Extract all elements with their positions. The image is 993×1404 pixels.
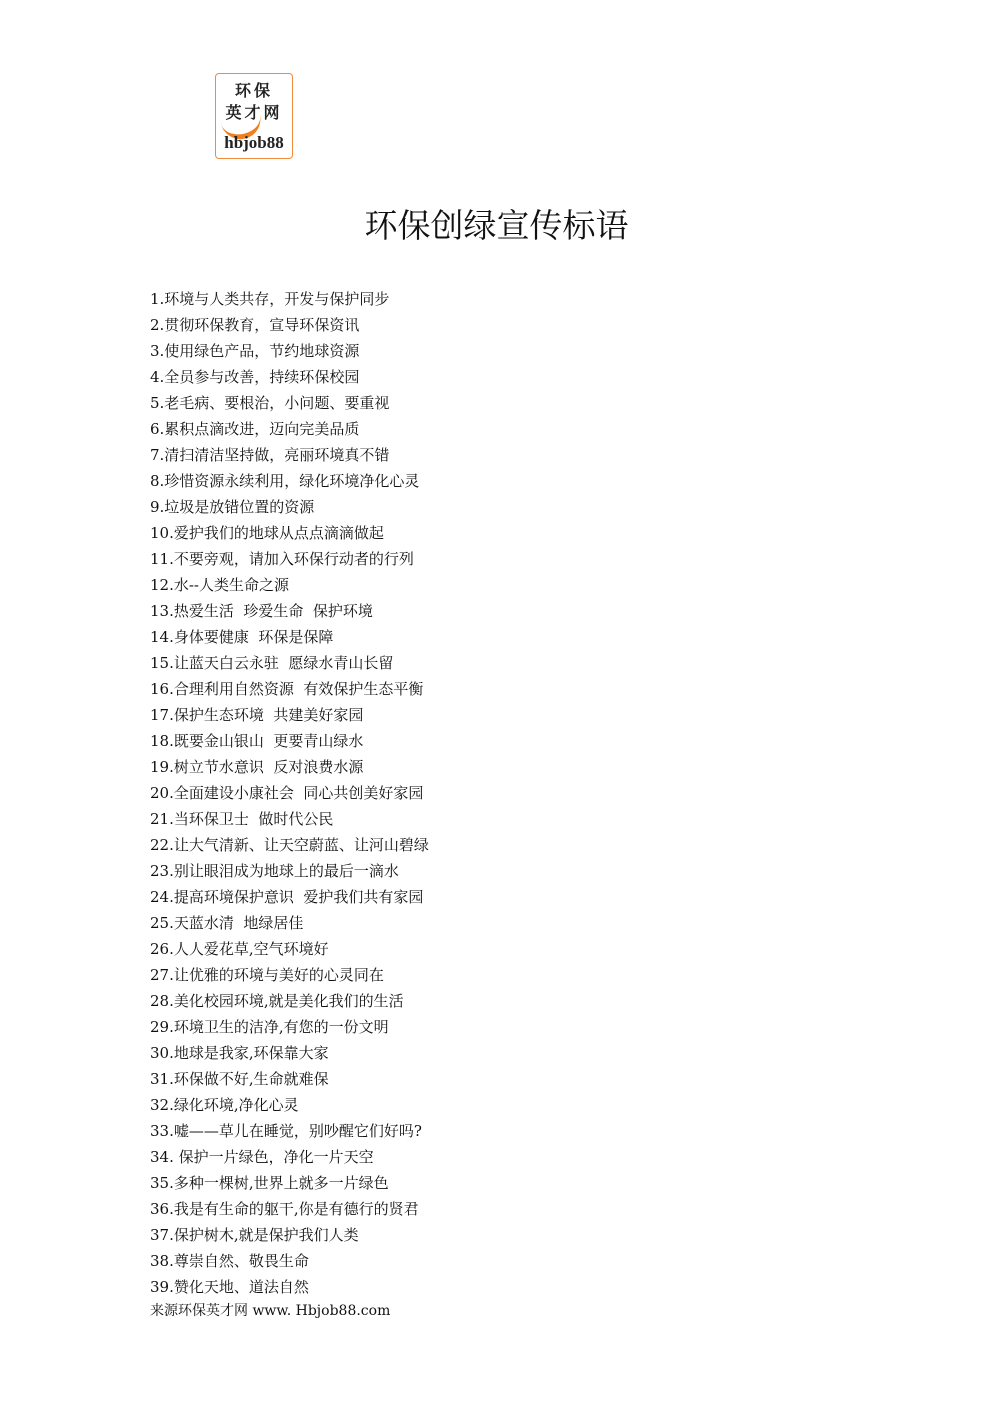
slogan-item: 6.累积点滴改进，迈向完美品质 bbox=[150, 420, 360, 438]
logo-text-line1: 环保 bbox=[234, 81, 273, 100]
logo-text-brand: hbjob88 bbox=[224, 133, 284, 152]
slogan-item: 33.嘘——草儿在睡觉，别吵醒它们好吗? bbox=[150, 1122, 422, 1140]
slogan-item: 19.树立节水意识 反对浪费水源 bbox=[150, 758, 364, 776]
slogan-item: 28.美化校园环境,就是美化我们的生活 bbox=[150, 992, 404, 1010]
slogan-item: 31.环保做不好,生命就难保 bbox=[150, 1070, 329, 1088]
slogan-item: 8.珍惜资源永续利用，绿化环境净化心灵 bbox=[150, 472, 420, 490]
slogan-item: 5.老毛病、要根治，小问题、要重视 bbox=[150, 394, 390, 412]
page-title: 环保创绿宣传标语 bbox=[364, 206, 629, 245]
slogan-item: 30.地球是我家,环保靠大家 bbox=[150, 1044, 329, 1062]
slogan-item: 15.让蓝天白云永驻 愿绿水青山长留 bbox=[150, 654, 394, 672]
slogan-item: 20.全面建设小康社会 同心共创美好家园 bbox=[150, 784, 424, 802]
slogan-item: 4.全员参与改善，持续环保校园 bbox=[150, 368, 360, 386]
slogan-item: 9.垃圾是放错位置的资源 bbox=[150, 498, 315, 516]
slogan-item: 2.贯彻环保教育，宣导环保资讯 bbox=[150, 316, 360, 334]
slogan-item: 14.身体要健康 环保是保障 bbox=[150, 628, 334, 646]
slogan-item: 24.提高环境保护意识 爱护我们共有家园 bbox=[150, 888, 424, 906]
slogan-item: 11.不要旁观，请加入环保行动者的行列 bbox=[150, 550, 414, 568]
slogan-item: 7.清扫清洁坚持做，亮丽环境真不错 bbox=[150, 446, 390, 464]
hbjob88-logo bbox=[215, 73, 293, 159]
slogan-item: 37.保护树木,就是保护我们人类 bbox=[150, 1226, 359, 1244]
slogan-item: 16.合理利用自然资源 有效保护生态平衡 bbox=[150, 680, 424, 698]
slogan-item: 22.让大气清新、让天空蔚蓝、让河山碧绿 bbox=[150, 836, 429, 854]
slogan-item: 18.既要金山银山 更要青山绿水 bbox=[150, 732, 364, 750]
slogan-item: 36.我是有生命的躯干,你是有德行的贤君 bbox=[150, 1200, 419, 1218]
slogan-item: 35.多种一棵树,世界上就多一片绿色 bbox=[150, 1174, 389, 1192]
slogan-item: 12.水--人类生命之源 bbox=[150, 576, 289, 594]
slogan-item: 39.赞化天地、道法自然 bbox=[150, 1278, 309, 1296]
slogan-item: 34. 保护一片绿色，净化一片天空 bbox=[150, 1148, 374, 1166]
slogan-item: 1.环境与人类共存，开发与保护同步 bbox=[150, 290, 390, 308]
slogan-list bbox=[150, 286, 429, 1300]
slogan-item: 17.保护生态环境 共建美好家园 bbox=[150, 706, 364, 724]
source-footer: 来源环保英才网 www. Hbjob88.com bbox=[150, 1303, 391, 1319]
slogan-item: 10.爱护我们的地球从点点滴滴做起 bbox=[150, 524, 384, 542]
slogan-item: 29.环境卫生的洁净,有您的一份文明 bbox=[150, 1018, 389, 1036]
slogan-item: 13.热爱生活 珍爱生命 保护环境 bbox=[150, 602, 373, 620]
slogan-item: 26.人人爱花草,空气环境好 bbox=[150, 940, 329, 958]
slogan-item: 23.别让眼泪成为地球上的最后一滴水 bbox=[150, 862, 399, 880]
slogan-item: 3.使用绿色产品，节约地球资源 bbox=[150, 342, 360, 360]
slogan-item: 32.绿化环境,净化心灵 bbox=[150, 1096, 299, 1114]
logo-text-line2: 英才网 bbox=[225, 103, 283, 122]
slogan-item: 27.让优雅的环境与美好的心灵同在 bbox=[150, 966, 384, 984]
slogan-item: 25.天蓝水清 地绿居佳 bbox=[150, 914, 304, 932]
slogan-item: 38.尊崇自然、敬畏生命 bbox=[150, 1252, 309, 1270]
slogan-item: 21.当环保卫士 做时代公民 bbox=[150, 810, 334, 828]
